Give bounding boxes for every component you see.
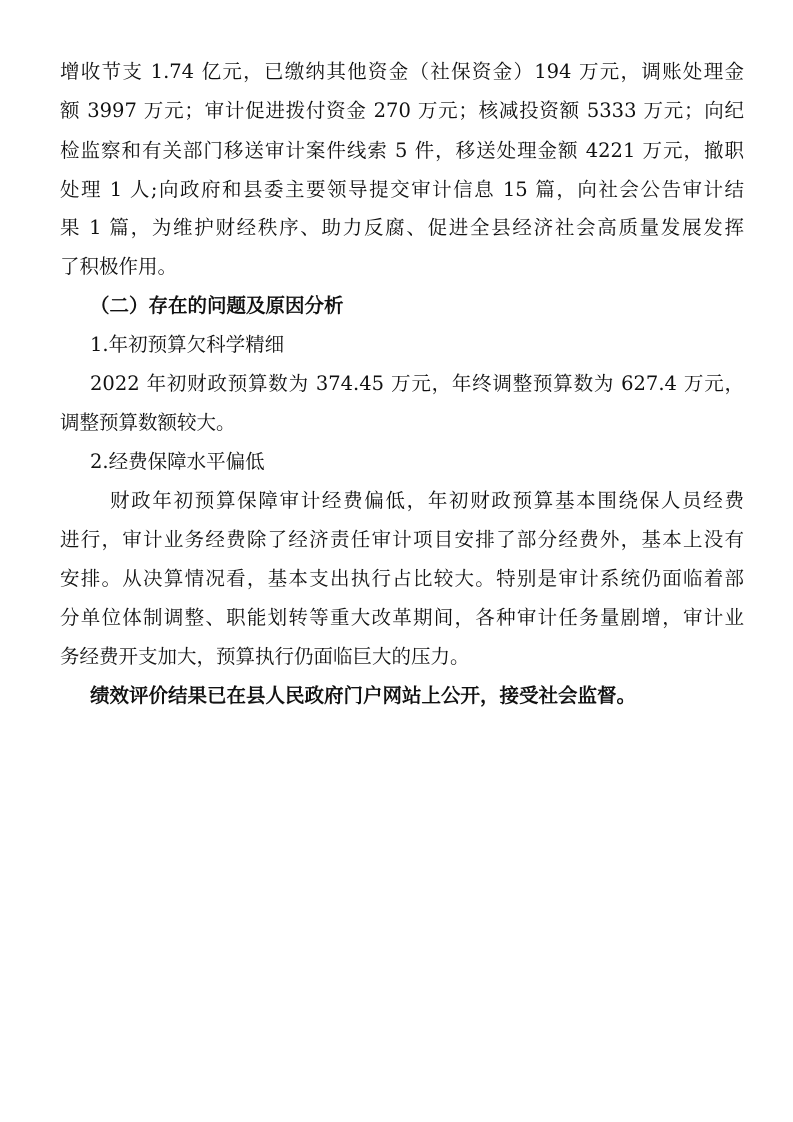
section-heading: （二）存在的问题及原因分析 bbox=[90, 294, 344, 317]
paragraph-line: 调整预算数额较大。 bbox=[60, 411, 236, 434]
paragraph-line: 财政年初预算保障审计经费偏低，年初财政预算基本围绕保人员经费 bbox=[110, 489, 744, 512]
paragraph-line: 果 1 篇，为维护财经秩序、助力反腐、促进全县经济社会高质量发展发挥 bbox=[60, 216, 744, 239]
paragraph-line: 检监察和有关部门移送审计案件线索 5 件，移送处理金额 4221 万元，撤职 bbox=[60, 139, 744, 162]
paragraph-line: 安排。从决算情况看，基本支出执行占比较大。特别是审计系统仍面临着部 bbox=[60, 567, 744, 590]
closing-statement: 绩效评价结果已在县人民政府门户网站上公开，接受社会监督。 bbox=[90, 684, 637, 707]
paragraph-line: 增收节支 1.74 亿元，已缴纳其他资金（社保资金）194 万元，调账处理金 bbox=[60, 60, 744, 83]
item-heading-budget: 1.年初预算欠科学精细 bbox=[90, 333, 285, 356]
paragraph-line: 2022 年初财政预算数为 374.45 万元，年终调整预算数为 627.4 万元， bbox=[90, 372, 744, 395]
paragraph-line: 进行，审计业务经费除了经济责任审计项目安排了部分经费外，基本上没有 bbox=[60, 528, 744, 551]
paragraph-line: 分单位体制调整、职能划转等重大改革期间，各种审计任务量剧增，审计业 bbox=[60, 606, 744, 629]
paragraph-line: 处理 1 人;向政府和县委主要领导提交审计信息 15 篇，向社会公告审计结 bbox=[60, 178, 744, 201]
paragraph-line: 务经费开支加大，预算执行仍面临巨大的压力。 bbox=[60, 645, 470, 668]
paragraph-line: 了积极作用。 bbox=[60, 255, 178, 278]
paragraph-line: 额 3997 万元；审计促进拨付资金 270 万元；核减投资额 5333 万元；向纪 bbox=[60, 99, 744, 122]
item-heading-funding: 2.经费保障水平偏低 bbox=[90, 450, 265, 473]
